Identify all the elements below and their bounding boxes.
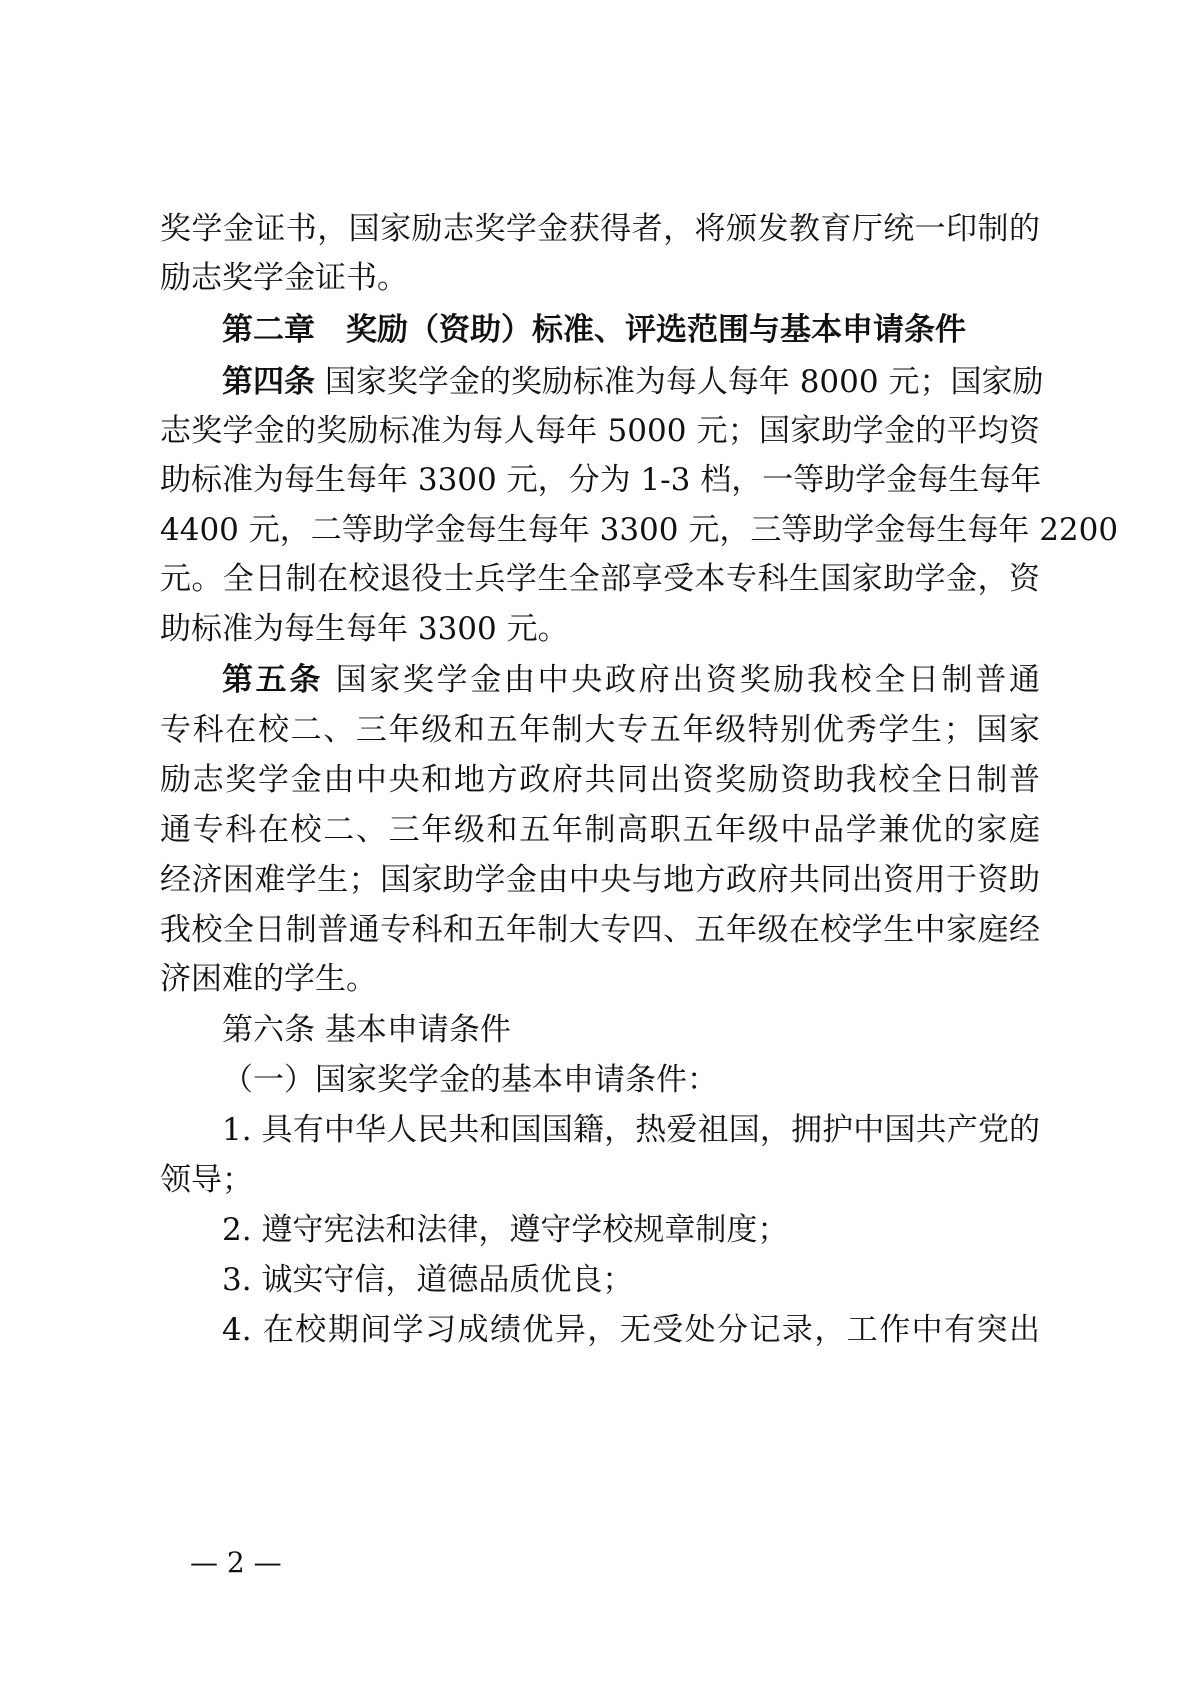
paragraph-line: 通专科在校二、三年级和五年制高职五年级中品学兼优的家庭 <box>160 812 1040 848</box>
page-number: — 2 — <box>190 1546 282 1579</box>
paragraph-line: 励志奖学金证书。 <box>160 260 408 296</box>
article-label: 第五条 <box>222 662 324 698</box>
list-item-continuation: 领导； <box>160 1162 253 1198</box>
list-item: 4. 在校期间学习成绩优异，无受处分记录，工作中有突出 <box>222 1312 1040 1348</box>
article-text: 基本申请条件 <box>324 1012 511 1048</box>
article-4-line <box>222 362 1044 402</box>
paragraph-line: 4400 元，二等助学金每生每年 3300 元，三等助学金每生每年 2200 <box>160 512 1119 548</box>
article-text: 国家奖学金的奖励标准为每人每年 8000 元；国家励 <box>324 364 1044 400</box>
paragraph-line: 专科在校二、三年级和五年制大专五年级特别优秀学生；国家 <box>160 712 1040 748</box>
paragraph-line: 助标准为每生每年 3300 元，分为 1-3 档，一等助学金每生每年 <box>160 462 1042 498</box>
paragraph-line: 奖学金证书，国家励志奖学金获得者，将颁发教育厅统一印制的 <box>160 211 1040 247</box>
paragraph-line: 我校全日制普通专科和五年制大专四、五年级在校学生中家庭经 <box>160 912 1040 948</box>
article-5-line <box>222 660 1040 700</box>
paragraph-line: 助标准为每生每年 3300 元。 <box>160 611 569 647</box>
paragraph-line: 励志奖学金由中央和地方政府共同出资奖励资助我校全日制普 <box>160 762 1040 798</box>
list-item: 3. 诚实守信，道德品质优良； <box>222 1262 634 1298</box>
article-6-line <box>222 1010 1040 1050</box>
subsection-heading: （一）国家奖学金的基本申请条件： <box>222 1062 718 1098</box>
paragraph-line: 济困难的学生。 <box>160 961 377 997</box>
article-text: 国家奖学金由中央政府出资奖励我校全日制普通 <box>335 662 1041 698</box>
list-item: 2. 遵守宪法和法律，遵守学校规章制度； <box>222 1212 789 1248</box>
article-label: 第四条 <box>222 364 315 400</box>
paragraph-line: 元。全日制在校退役士兵学生全部享受本专科生国家助学金，资 <box>160 561 1040 597</box>
paragraph-line: 经济困难学生；国家助学金由中央与地方政府共同出资用于资助 <box>160 862 1040 898</box>
list-item: 1. 具有中华人民共和国国籍，热爱祖国，拥护中国共产党的 <box>222 1112 1040 1148</box>
paragraph-line: 志奖学金的奖励标准为每人每年 5000 元；国家助学金的平均资 <box>160 413 1040 449</box>
article-label: 第六条 <box>222 1012 315 1048</box>
chapter-heading: 第二章 奖励（资助）标准、评选范围与基本申请条件 <box>222 312 966 348</box>
